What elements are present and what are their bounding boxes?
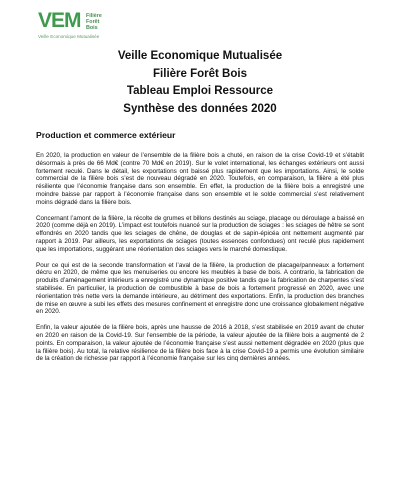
- section-heading: Production et commerce extérieur: [36, 130, 176, 140]
- document-title-block: [0, 48, 400, 118]
- title-line-4: Synthèse des données 2020: [123, 102, 277, 115]
- vem-logo: [38, 10, 138, 44]
- logo-line-1: Filière: [86, 13, 102, 19]
- paragraph-2: Concernant l’amont de la filière, la récolte de grumes et billons destinés au sciage, placage ou déroulage a baissé en 2020 (comme déjà en 2019). L’impact est toutefois nuancé sur la production de sciages : les sciages de hêtre se sont effondrés en 2020 tandis que les sciages de chêne, de douglas et de sapin-épicéa ont nettement augmenté par rapport à 2019. Par ailleurs, les exportations de sciages (toutes essences confondues) ont reculé plus rapidement que les importations, suggérant une réorientation des sciages vers le marché domestique.: [36, 214, 364, 253]
- paragraph-4: Enfin, la valeur ajoutée de la filière bois, après une hausse de 2016 à 2018, s’est stabilisée en 2019 avant de chuter en 2020 en raison de la Covid-19. Sur l’ensemble de la période, la valeur ajoutée de la filière bois a augmenté de 2 points. En comparaison, la valeur ajoutée de l’économie française s’est aussi nettement dégradée en 2020 (plus que la filière bois). Au total, la relative résilience de la filière bois face à la crise Covid-19 a permis une évolution similaire de la création de richesse par rapport à l’économie française sur les cinq dernières années.: [36, 324, 364, 363]
- logo-filiere-text: [86, 13, 102, 32]
- logo-line-3: Bois: [86, 25, 98, 32]
- section-body: [36, 152, 364, 371]
- title-line-3: Tableau Emploi Ressource: [126, 85, 274, 97]
- paragraph-3: Pour ce qui est de la seconde transformation et l’aval de la filière, la production de placage/panneaux a fortement décru en 2020, de même que les menuiseries ou encore les meubles à base de bois. A contrario, la fabrication de produits d’aménagement intérieurs a enregistré une dynamique positive tandis que la fabrication de charpentes s’est stabilisée. En particulier, la production de combustible à base de bois a fortement progressé en 2020, avec une réorientation très nette vers la demande intérieure, au détriment des exportations. Enfin, la production des branches de mise en œuvre a subi les effets des mesures confinement et enregistre donc une croissance globalement négative en 2020.: [36, 261, 364, 316]
- paragraph-1: En 2020, la production en valeur de l’ensemble de la filière bois a chuté, en raison de la crise Covid-19 et s’établit désormais à près de 66 Md€ (contre 70 Md€ en 2019). Sur le volet international, les échanges extérieurs ont aussi fortement reculé. Dans le détail, les exportations ont baissé plus rapidement que les importations. Ainsi, le solde commercial de la filière bois s’est de nouveau dégradé en 2020. Toutefois, en comparaison, la filière a été plus résiliente que l’économie française dans son ensemble. En effet, la production de la filière bois a enregistré une moindre baisse par rapport à l’économie française dans son ensemble et le solde commercial s’est relativement moins dégradé dans la filière bois.: [36, 152, 364, 206]
- title-line-2: Filière Forêt Bois: [153, 67, 247, 80]
- logo-line-2: Forêt: [86, 19, 100, 26]
- title-line-1: Veille Economique Mutualisée: [117, 50, 283, 62]
- logo-subtitle: Veille Economique Mutualisée: [38, 34, 100, 39]
- logo-mark: VEM: [38, 9, 81, 32]
